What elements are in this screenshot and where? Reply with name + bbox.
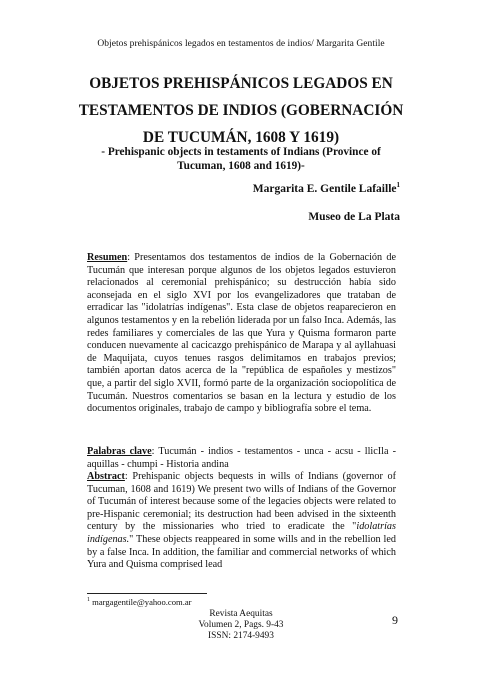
resumen-text: : Presentamos dos testamentos de indios de la Gobernación de Tucumán que interesan porque algunos de los objetos legados estuvieron relacionados al ceremonial prehispánico; su destrucción había sido aconsejada en el siglo XVI por los evangelizadores que trataban de erradicar las "idolatrías indígenas". Esta clase de objetos reaparecieron en algunos testamentos y en la rebelión liderada por un falso Inca. Además, las redes familiares y comerciales de las que Yura y Quisma formaron parte conducen nuevamente al cacicazgo prehispánico de Marapa y al ayllahuasi de Maquijata, cuyos tenues rasgos delimitamos en trabajos previos; también aportan datos acerca de la "república de españoles y mestizos" que, a partir del siglo XVII, formó parte de la organización sociopolítica de Tucumán. Nuestros comentarios se basan en la lectura y estudio de los documentos originales, trabajo de campo y bibliografía sobre el tema. [87, 252, 396, 415]
abstract-text-after: " These objects reappeared in some wills and in the rebellion led by a false Inca. In addition, the familiar and commercial networks of which Yura and Quisma comprised lead [87, 533, 396, 571]
footnote-marker: 1 [87, 597, 90, 604]
title-line: OBJETOS PREHISPÁNICOS LEGADOS EN [89, 75, 393, 92]
footer-volume: Volumen 2, Pags. 9-43 [198, 620, 284, 630]
page-footer [0, 609, 482, 642]
keywords-paragraph [87, 446, 396, 471]
article-subtitle: - Prehispanic objects in testaments of Indians (Province of Tucuman, 1608 and 1619)- [101, 146, 381, 172]
author-name: Margarita E. Gentile Lafaille [252, 183, 397, 195]
page-number: 9 [392, 613, 398, 627]
footnote-email: margagentile@yahoo.com.ar [92, 597, 192, 607]
running-header: Objetos prehispánicos legados en testamentos de indios/ Margarita Gentile [97, 39, 385, 49]
author-footnote-marker: 1 [396, 181, 400, 190]
resumen-paragraph [87, 252, 396, 416]
footnote-divider [87, 593, 207, 594]
keywords-text: : Tucumán - indios - testamentos - unca - acsu - llicIla - aquillas - chumpi - Historia andina [87, 446, 396, 470]
title-line: TESTAMENTOS DE INDIOS (GOBERNACIÓN [78, 102, 404, 119]
resumen-label: Resumen [87, 252, 128, 263]
title-line: DE TUCUMÁN, 1608 Y 1619) [142, 129, 340, 146]
abstract-label: Abstract [87, 471, 125, 482]
abstract-paragraph [87, 471, 396, 572]
abstract-text-before: : Prehispanic objects bequests in wills of Indians (governor of Tucuman, 1608 and 1619) We present two wills of Indians of the Governor of Tucumán of interest because some of the legacies objects were related to pre-Hispanic ceremonial; its destruction had been advised in the sixteenth century by the missionaries who tried to eradicate the " [87, 471, 396, 533]
footer-issn: ISSN: 2174-9493 [208, 631, 274, 641]
footnote [87, 597, 192, 607]
author [253, 183, 400, 195]
author-affiliation: Museo de La Plata [308, 211, 400, 223]
footer-journal: Revista Aequitas [209, 609, 273, 619]
abstract-italic-term: idolatrías indígenas. [87, 521, 396, 545]
keywords-label: Palabras clave [87, 446, 152, 457]
article-title [60, 70, 422, 151]
